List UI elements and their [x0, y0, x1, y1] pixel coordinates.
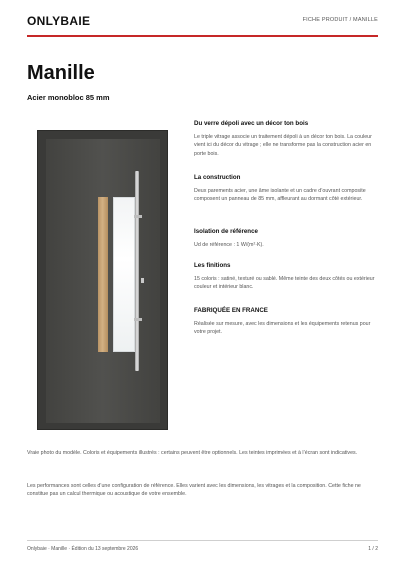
product-title: Manille — [27, 62, 95, 84]
wood-decor-strip — [98, 197, 108, 352]
lock-cylinder — [141, 278, 144, 283]
section-finishes — [194, 262, 378, 292]
door-photo — [37, 130, 168, 430]
section-insulation — [194, 228, 378, 249]
section-heading: La construction — [194, 174, 241, 181]
section-body: 15 coloris : satiné, texturé ou sablé. Même teinte des deux côtés ou extérieur couleur et intérieur blanc. — [194, 276, 375, 291]
section-body: Le triple vitrage associe un traitement dépoli à un décor ton bois. La couleur vient ici du décor du vitrage ; elle ne transforme pas la construction acier en porte bois. — [194, 134, 372, 157]
product-subtitle: Acier monobloc 85 mm — [27, 93, 110, 102]
performance-disclaimer: Les performances sont celles d’une configuration de référence. Elles varient avec les dimensions, les vitrages et la composition. Cette fiche ne constitue pas un calcul thermique ou acoustique de votre ensemble. — [27, 483, 361, 498]
footer-divider — [27, 540, 378, 541]
section-heading: Isolation de référence — [194, 228, 258, 235]
section-heading: Du verre dépoli avec un décor ton bois — [194, 120, 309, 127]
brand-logo: ONLYBAIE — [27, 14, 91, 28]
pull-handle-bar — [135, 171, 139, 371]
document-type-label: FICHE PRODUIT / MANILLE — [302, 17, 378, 23]
section-construction — [194, 174, 378, 204]
handle-lower-post — [134, 318, 142, 321]
handle-upper-post — [134, 215, 142, 218]
photo-disclaimer: Vraie photo du modèle. Coloris et équipements illustrés : certains peuvent être optionnels. Les teintes imprimées et à l’écran sont indicatives. — [27, 450, 358, 456]
footer-edition: Onlybaie · Manille · Édition du 13 septembre 2026 — [27, 546, 139, 552]
section-body: Réalisée sur mesure, avec les dimensions et les équipements retenus pour votre projet. — [194, 321, 371, 336]
section-made-in-france — [194, 307, 378, 337]
section-glass — [194, 120, 378, 158]
header-divider — [27, 35, 378, 37]
section-heading: FABRIQUÉE EN FRANCE — [194, 307, 268, 314]
section-heading: Les finitions — [194, 262, 231, 269]
frosted-glass-strip — [113, 197, 135, 352]
section-body: Ud de référence : 1 W/(m²·K). — [194, 242, 264, 248]
page-number: 1 / 2 — [368, 546, 378, 552]
section-body: Deux parements acier, une âme isolante et un cadre d’ouvrant composite composent un panneau de 85 mm, affleurant au dormant côté extérieur. — [194, 188, 366, 203]
